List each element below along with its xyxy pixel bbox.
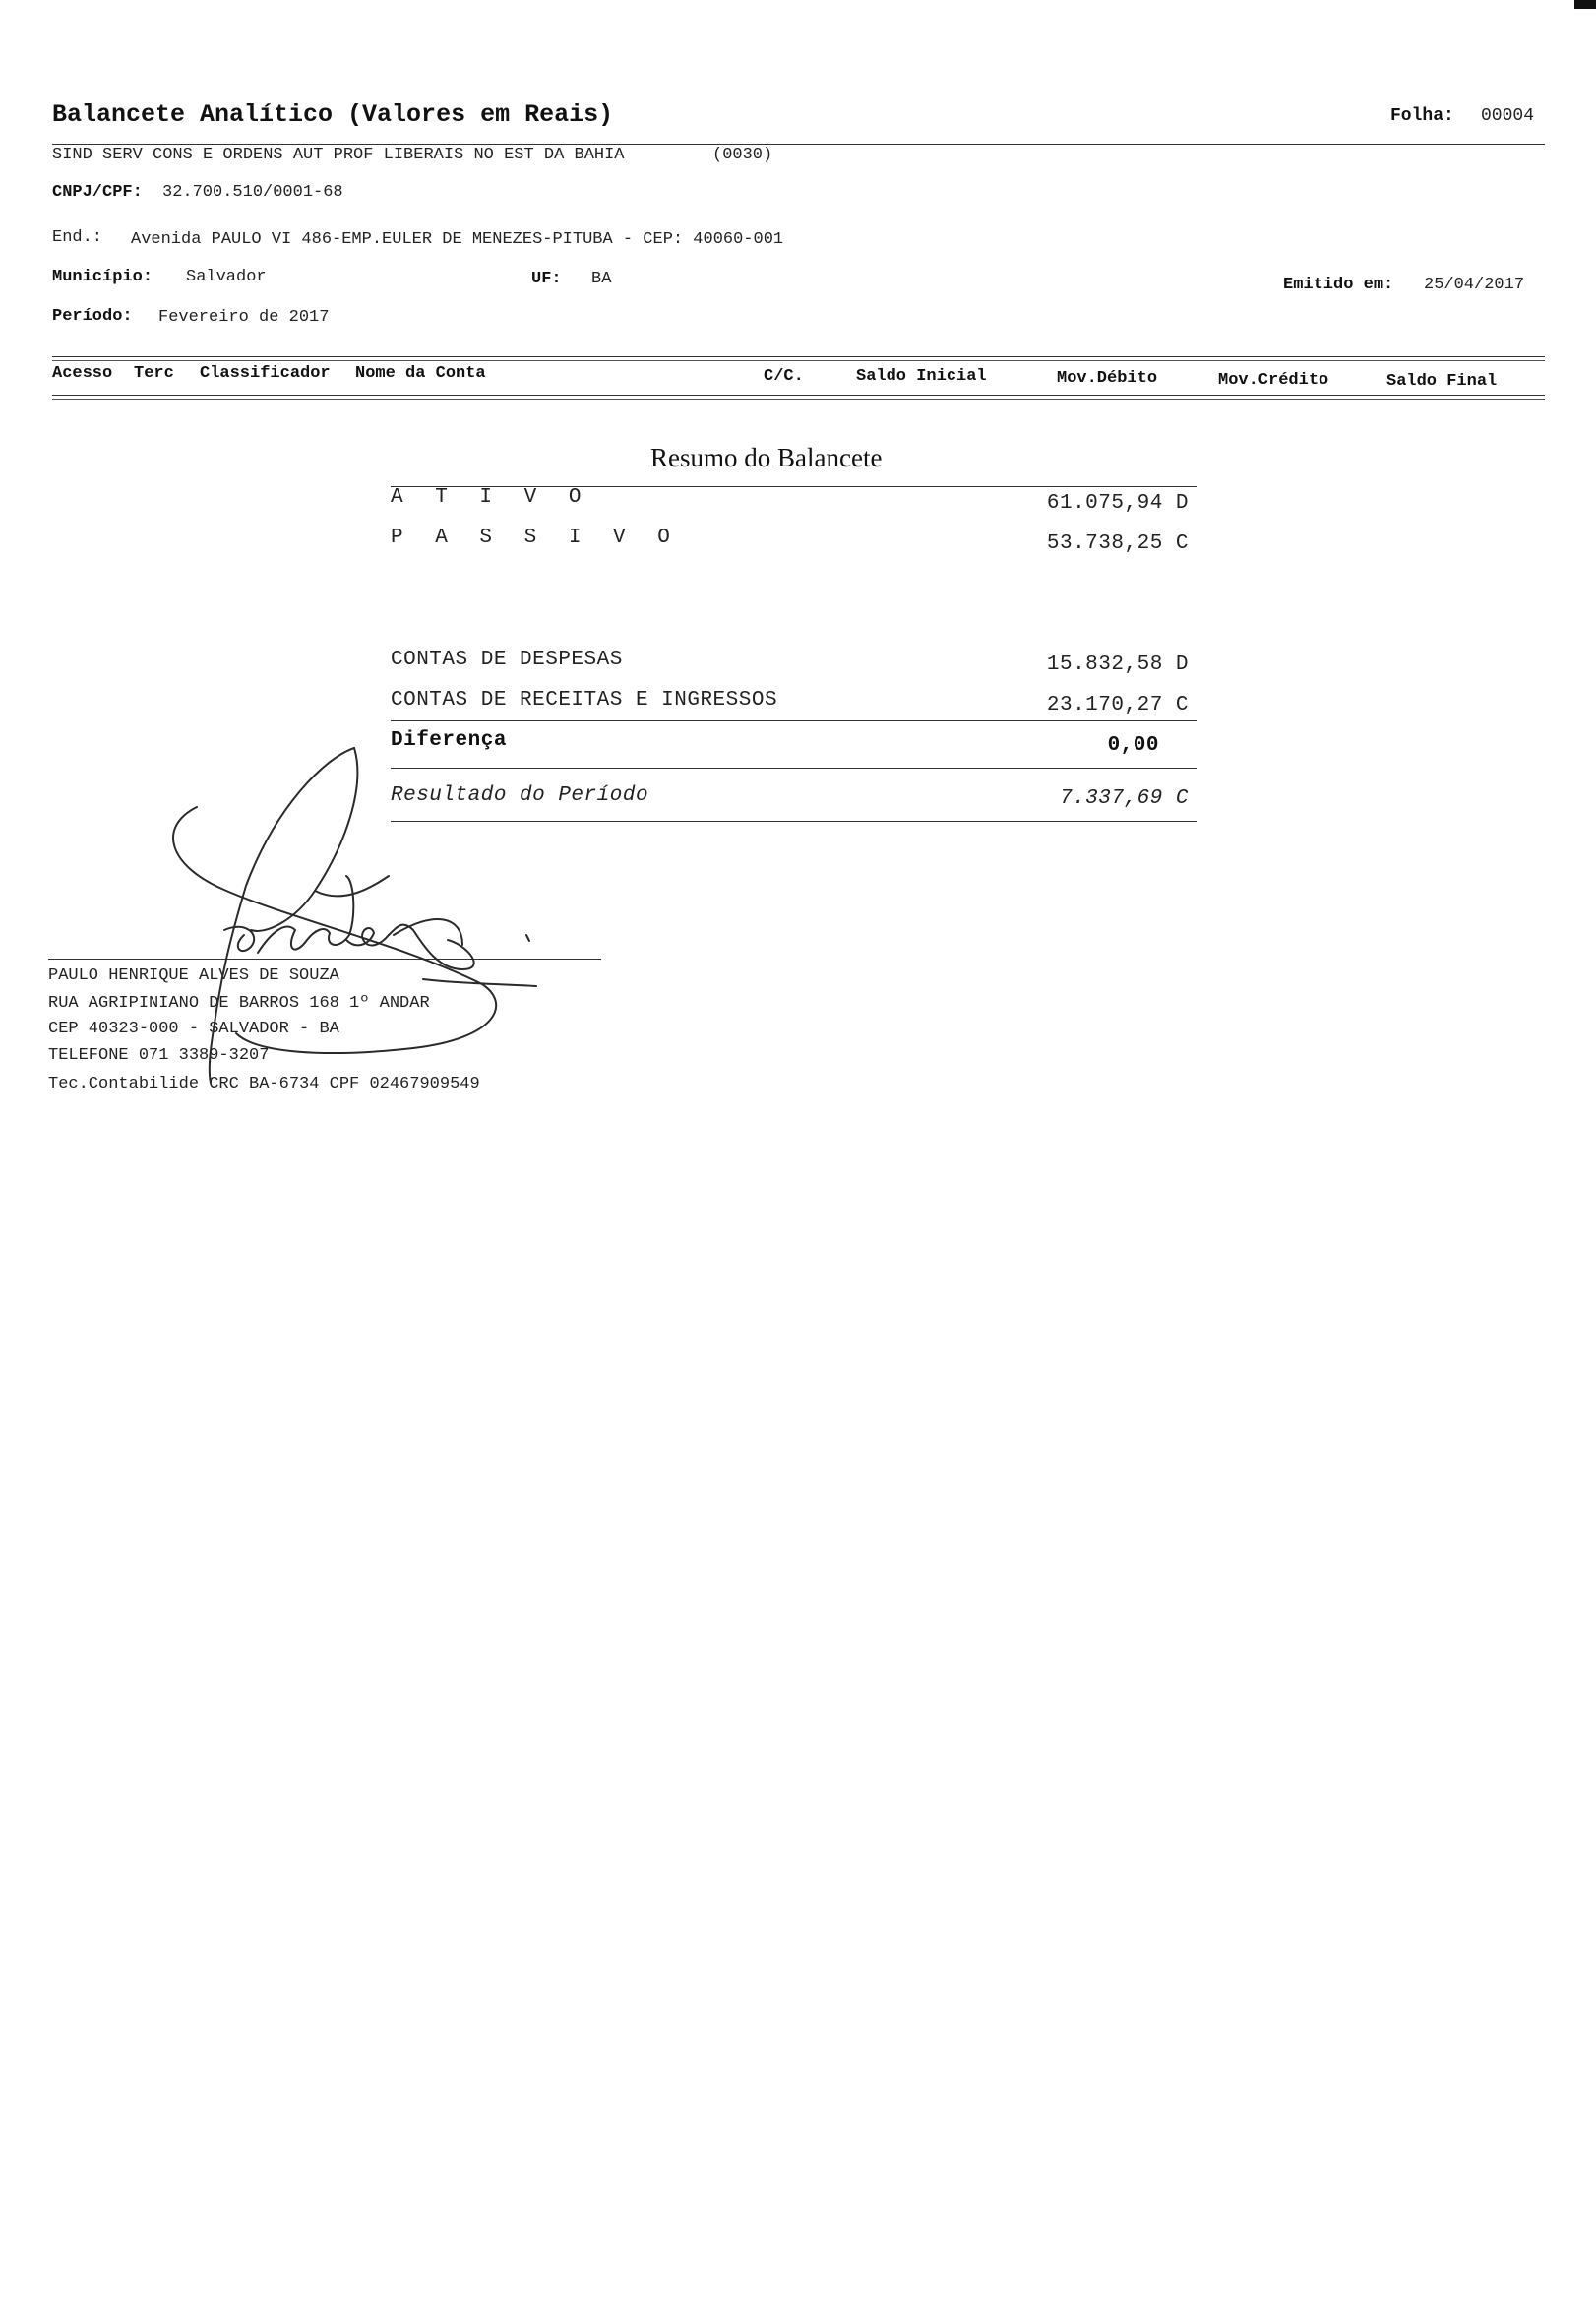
signer-crc: Tec.Contabilide CRC BA-6734 CPF 02467909549 — [48, 1075, 480, 1093]
folha-label: Folha: — [1390, 106, 1454, 126]
report-title: Balancete Analítico (Valores em Reais) — [52, 100, 614, 129]
uf-value: BA — [591, 270, 612, 288]
emitido-value: 25/04/2017 — [1424, 276, 1525, 294]
col-mov-credito: Mov.Crédito — [1218, 371, 1329, 390]
signer-phone: TELEFONE 071 3389-3207 — [48, 1046, 270, 1065]
col-terc: Terc — [134, 364, 174, 383]
periodo-value: Fevereiro de 2017 — [158, 308, 330, 327]
diferenca-label: Diferença — [391, 729, 507, 752]
passivo-value: 53.738,25 C — [1046, 532, 1189, 555]
periodo-label: Período: — [52, 307, 133, 326]
address-label: End.: — [52, 228, 103, 247]
summary-title: Resumo do Balancete — [650, 443, 883, 472]
municipio-label: Município: — [52, 268, 153, 286]
diferenca-value: 0,00 — [1107, 734, 1159, 757]
cnpj-label: CNPJ/CPF: — [52, 183, 143, 202]
emitido-label: Emitido em: — [1283, 276, 1394, 294]
col-nome-da-conta: Nome da Conta — [355, 364, 486, 383]
receitas-label: CONTAS DE RECEITAS E INGRESSOS — [391, 689, 778, 712]
receitas-value: 23.170,27 C — [1046, 694, 1189, 716]
entity-name: SIND SERV CONS E ORDENS AUT PROF LIBERAIS NO EST DA BAHIA — [52, 146, 625, 164]
col-mov-debito: Mov.Débito — [1057, 369, 1158, 388]
municipio-value: Salvador — [186, 268, 267, 286]
col-acesso: Acesso — [52, 364, 113, 383]
col-saldo-inicial: Saldo Inicial — [856, 367, 987, 386]
despesas-label: CONTAS DE DESPESAS — [391, 649, 623, 671]
entity-code: (0030) — [712, 146, 773, 164]
address-value: Avenida PAULO VI 486-EMP.EULER DE MENEZES-PITUBA - CEP: 40060-001 — [131, 230, 784, 249]
despesas-value: 15.832,58 D — [1046, 653, 1189, 676]
col-saldo-final: Saldo Final — [1386, 372, 1498, 391]
signer-cep: CEP 40323-000 - SALVADOR - BA — [48, 1020, 339, 1038]
signer-name: PAULO HENRIQUE ALVES DE SOUZA — [48, 966, 339, 985]
resultado-label: Resultado do Período — [391, 784, 649, 807]
uf-label: UF: — [531, 270, 562, 288]
col-classificador: Classificador — [200, 364, 331, 383]
signer-address: RUA AGRIPINIANO DE BARROS 168 1º ANDAR — [48, 994, 430, 1013]
passivo-label: P A S S I V O — [391, 527, 680, 549]
ativo-value: 61.075,94 D — [1046, 492, 1189, 515]
cnpj-value: 32.700.510/0001-68 — [162, 183, 343, 202]
resultado-value: 7.337,69 C — [1059, 787, 1189, 810]
col-cc: C/C. — [764, 367, 804, 386]
folha-value: 00004 — [1481, 106, 1535, 126]
ativo-label: A T I V O — [391, 486, 591, 509]
